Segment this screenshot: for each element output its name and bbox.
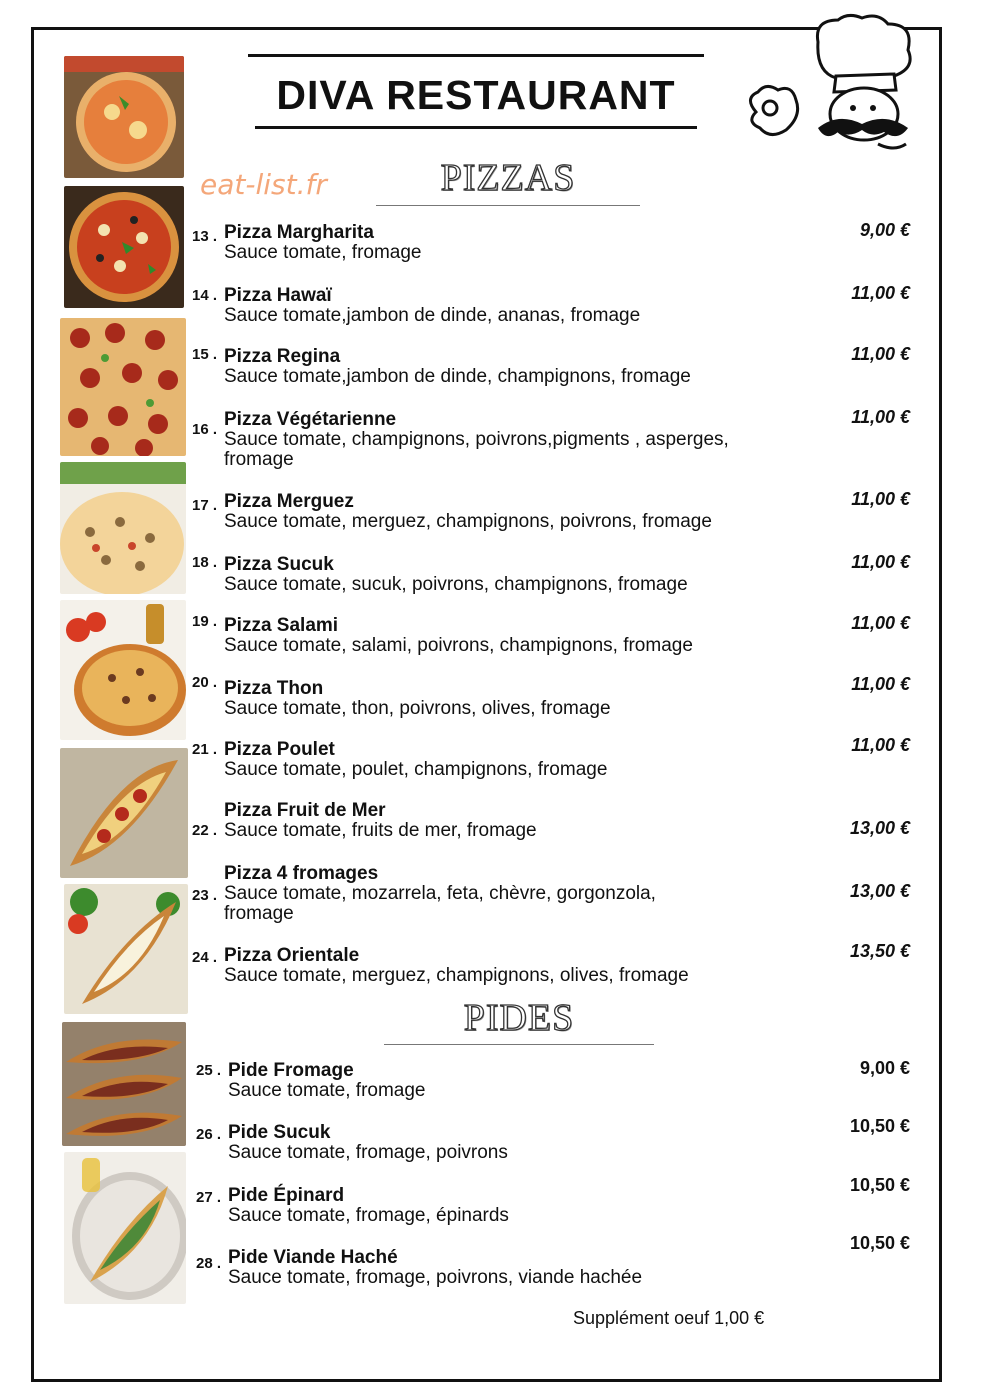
supplement-note: Supplément oeuf 1,00 € <box>573 1308 765 1328</box>
item-name: Pizza Margharita <box>224 222 374 243</box>
item-price: 10,50 € <box>849 1175 910 1195</box>
item-description: Sauce tomate, champignons, poivrons,pigments , asperges, fromage <box>224 429 729 470</box>
item-name: Pide Sucuk <box>228 1122 331 1143</box>
watermark-text: eat-list.fr <box>200 168 327 201</box>
menu-item <box>190 346 930 406</box>
item-number: 13 . <box>192 228 218 245</box>
pide-photo-2 <box>64 884 188 1014</box>
item-name: Pizza Fruit de Mer <box>224 800 386 821</box>
item-description: Sauce tomate,jambon de dinde, champignons, fromage <box>224 366 691 387</box>
menu-item <box>190 491 930 551</box>
pide-photo-4 <box>64 1152 186 1304</box>
restaurant-title: DIVA RESTAURANT <box>276 72 676 118</box>
item-number: 25 . <box>196 1062 222 1079</box>
chef-logo-icon <box>738 12 928 162</box>
item-name: Pide Épinard <box>228 1185 345 1206</box>
item-price: 11,00 € <box>851 613 910 633</box>
item-description: Sauce tomate, fromage, épinards <box>228 1205 509 1226</box>
item-name: Pizza Sucuk <box>224 554 334 575</box>
item-name: Pizza Salami <box>224 615 339 636</box>
pizza-photo-1 <box>64 56 184 178</box>
item-number: 15 . <box>192 346 218 363</box>
menu-item <box>194 1233 934 1307</box>
item-number: 22 . <box>192 822 218 839</box>
item-number: 16 . <box>192 421 218 438</box>
item-name: Pide Fromage <box>228 1060 354 1081</box>
item-description: Sauce tomate, poulet, champignons, fromage <box>224 759 608 780</box>
item-price: 11,00 € <box>851 489 910 509</box>
item-number: 24 . <box>192 949 218 966</box>
item-name: Pizza Végétarienne <box>224 409 397 430</box>
pizza-photo-2 <box>64 186 184 308</box>
item-number: 27 . <box>196 1189 222 1206</box>
menu-item <box>194 1175 934 1245</box>
menu-item <box>190 800 930 860</box>
item-price: 9,00 € <box>859 220 910 240</box>
item-name: Pizza Poulet <box>224 739 335 760</box>
item-name: Pizza Orientale <box>224 945 360 966</box>
section-rule-pides <box>384 1044 654 1045</box>
pizza-photo-3 <box>60 318 186 456</box>
item-description: Sauce tomate, fruits de mer, fromage <box>224 820 537 841</box>
item-description: Sauce tomate, fromage, poivrons, viande hachée <box>228 1267 643 1288</box>
menu-item <box>190 615 930 675</box>
pizza-photo-5 <box>60 600 186 740</box>
menu-item <box>190 285 930 345</box>
item-price: 11,00 € <box>851 344 910 364</box>
item-description: Sauce tomate,jambon de dinde, ananas, fromage <box>224 305 641 326</box>
item-price: 11,00 € <box>851 674 910 694</box>
item-number: 21 . <box>192 741 218 758</box>
item-price: 11,00 € <box>851 283 910 303</box>
title-rule-bottom <box>255 126 697 129</box>
item-description: Sauce tomate, mozarrela, feta, chèvre, gorgonzola, fromage <box>224 883 656 924</box>
section-title-pizzas: PIZZAS <box>440 157 576 199</box>
menu-item <box>194 1060 934 1120</box>
item-name: Pizza Regina <box>224 346 341 367</box>
item-number: 26 . <box>196 1126 222 1143</box>
item-price: 13,00 € <box>849 881 910 901</box>
pide-photo-1 <box>60 748 188 878</box>
pizza-photo-4 <box>60 462 186 594</box>
menu-item <box>190 409 930 473</box>
item-number: 28 . <box>196 1255 222 1272</box>
item-description: Sauce tomate, fromage <box>228 1080 426 1101</box>
section-rule-pizzas <box>376 205 640 206</box>
item-description: Sauce tomate, fromage, poivrons <box>228 1142 508 1163</box>
item-description: Sauce tomate, fromage <box>224 242 422 263</box>
item-description: Sauce tomate, salami, poivrons, champignons, fromage <box>224 635 693 656</box>
item-name: Pizza Hawaï <box>224 285 332 306</box>
item-price: 10,50 € <box>849 1233 910 1253</box>
item-price: 11,00 € <box>851 407 910 427</box>
menu-item <box>190 222 930 282</box>
item-description: Sauce tomate, sucuk, poivrons, champignons, fromage <box>224 574 688 595</box>
item-description: Sauce tomate, merguez, champignons, poivrons, fromage <box>224 511 712 532</box>
item-name: Pizza Thon <box>224 678 324 699</box>
item-price: 10,50 € <box>849 1116 910 1136</box>
item-price: 11,00 € <box>851 552 910 572</box>
item-number: 23 . <box>192 887 218 904</box>
section-title-pides: PIDES <box>463 997 575 1039</box>
title-rule-top <box>248 54 704 57</box>
pide-photo-3 <box>62 1022 186 1146</box>
menu-item <box>194 1116 934 1182</box>
item-number: 20 . <box>192 674 218 691</box>
item-number: 14 . <box>192 287 218 304</box>
item-price: 11,00 € <box>851 735 910 755</box>
menu-item <box>190 554 930 614</box>
item-price: 13,50 € <box>849 941 910 961</box>
item-price: 9,00 € <box>859 1058 910 1078</box>
item-number: 17 . <box>192 497 218 514</box>
item-name: Pide Viande Haché <box>228 1247 398 1268</box>
item-number: 19 . <box>192 613 218 630</box>
item-name: Pizza Merguez <box>224 491 354 512</box>
menu-item <box>190 735 930 799</box>
menu-item <box>190 863 930 927</box>
menu-item <box>190 674 930 738</box>
item-description: Sauce tomate, merguez, champignons, olives, fromage <box>224 965 689 986</box>
item-description: Sauce tomate, thon, poivrons, olives, fromage <box>224 698 611 719</box>
item-price: 13,00 € <box>849 818 910 838</box>
item-name: Pizza 4 fromages <box>224 863 379 884</box>
item-number: 18 . <box>192 554 218 571</box>
